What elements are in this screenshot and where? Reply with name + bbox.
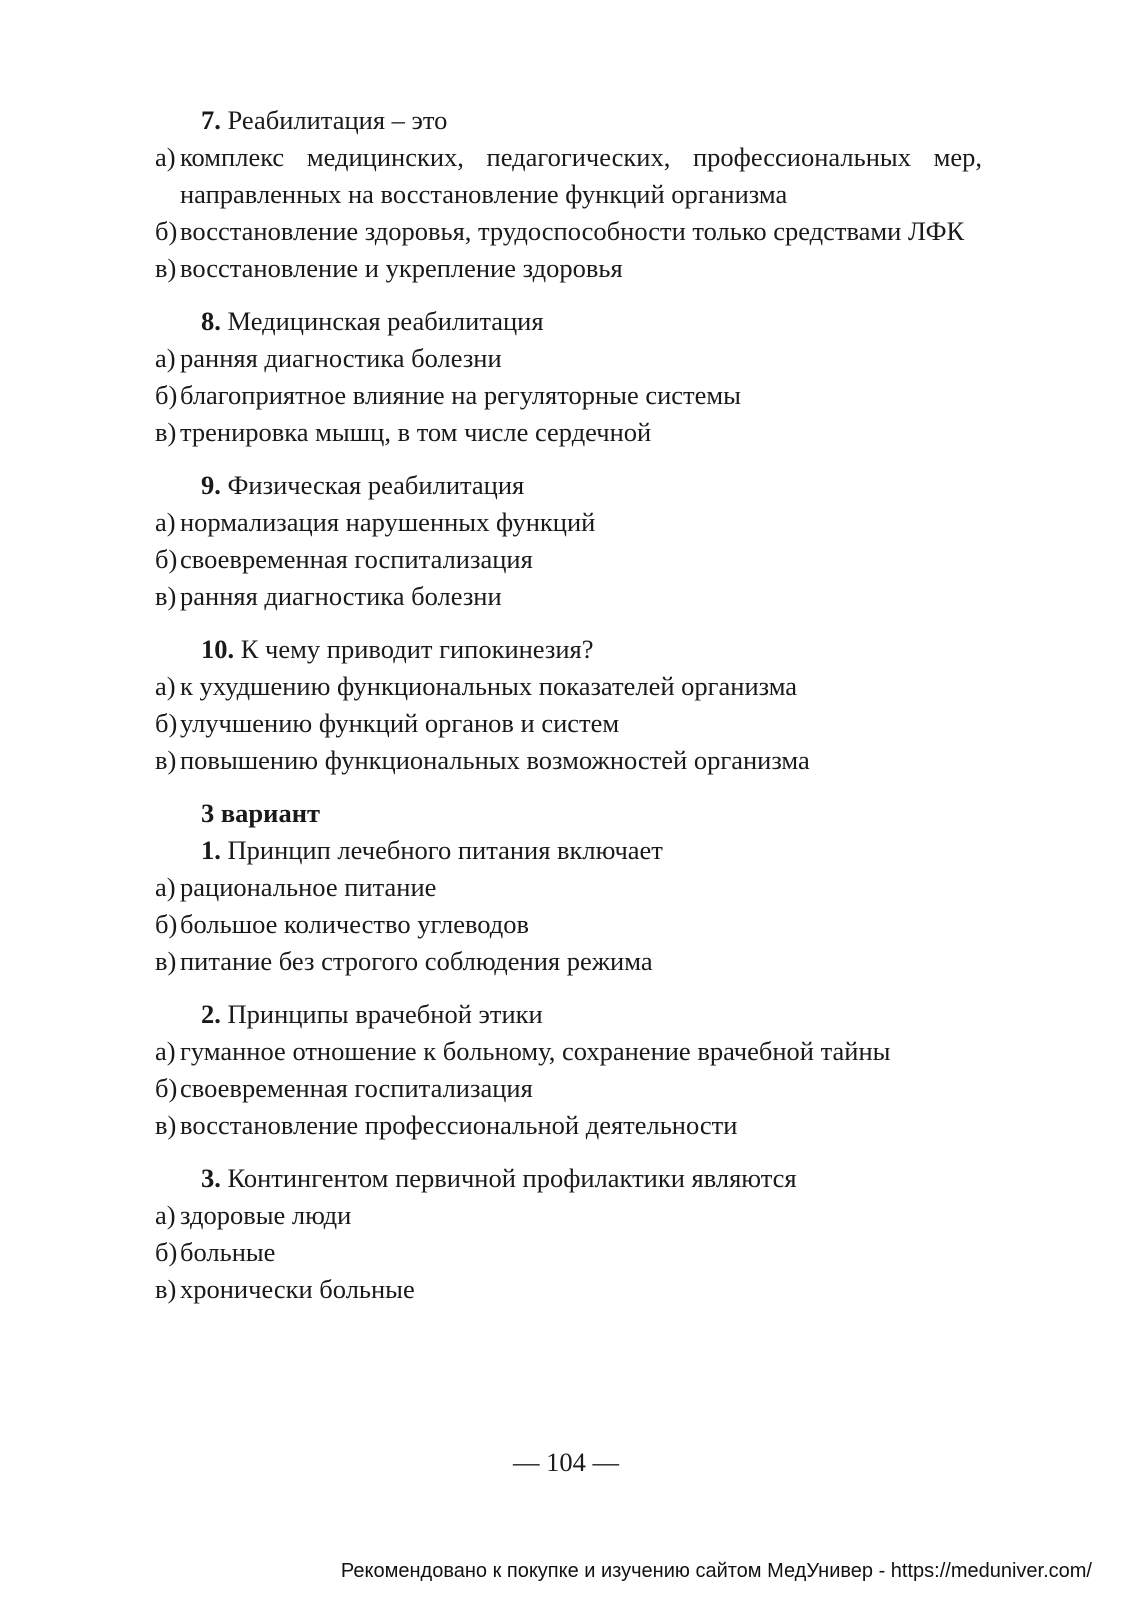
answer-letter: в) [155,253,177,283]
answer-letter: в) [155,1274,177,1304]
question [155,303,982,451]
answer-text: повышению функциональных возможностей организма [180,745,810,775]
answer-option [155,1271,982,1308]
answer-option [155,1197,982,1234]
answer-letter: в) [155,946,177,976]
answer-text: гуманное отношение к больному, сохранение врачебной тайны [180,1036,891,1066]
answer-option [155,541,982,578]
question-header [155,631,982,668]
question-number: 2. [201,999,221,1029]
question-text: Принцип лечебного питания включает [227,835,663,865]
answer-option [155,1033,982,1070]
answer-option [155,1070,982,1107]
footer-recommendation: Рекомендовано к покупке и изучению сайтом МедУнивер - https://meduniver.com/ [340,1560,1092,1582]
answer-text: тренировка мышц, в том числе сердечной [180,417,652,447]
question-header [155,996,982,1033]
question-text: Принципы врачебной этики [227,999,543,1029]
question-number: 1. [201,835,221,865]
question-header [155,832,982,869]
answer-option [155,414,982,451]
question-header [155,1160,982,1197]
question-number: 7. [201,105,221,135]
answer-text: здоровые люди [180,1200,352,1230]
answer-option [155,869,982,906]
question-text: Реабилитация – это [227,105,448,135]
answer-letter: в) [155,417,177,447]
answer-option [155,377,982,414]
question-text: К чему приводит гипокинезия? [240,634,594,664]
page-body [155,102,982,1324]
question-number: 10. [201,634,235,664]
question-text: Физическая реабилитация [227,470,525,500]
answer-text: ранняя диагностика болезни [180,343,502,373]
answer-text: нормализация нарушенных функций [180,507,596,537]
answer-option [155,1107,982,1144]
question [155,631,982,779]
answer-letter: б) [155,1237,178,1267]
answer-letter: б) [155,708,178,738]
answer-text: восстановление здоровья, трудоспособности только средствами ЛФК [180,216,965,246]
question [155,102,982,287]
question-header [155,303,982,340]
answer-letter: б) [155,216,178,246]
answer-text: восстановление и укрепление здоровья [180,253,623,283]
answer-letter: б) [155,380,178,410]
answer-text: улучшению функций органов и систем [180,708,620,738]
question-number: 8. [201,306,221,336]
question [155,832,982,980]
question [155,467,982,615]
variant-heading: 3 вариант [201,798,320,828]
answer-option [155,340,982,377]
answer-letter: а) [155,1200,176,1230]
answer-text: ранняя диагностика болезни [180,581,502,611]
question-text: Медицинская реабилитация [227,306,544,336]
answer-text: восстановление профессиональной деятельности [180,1110,738,1140]
answer-letter: б) [155,1073,178,1103]
answer-letter: а) [155,507,176,537]
answer-letter: в) [155,581,177,611]
answer-letter: а) [155,872,176,902]
question-number: 9. [201,470,221,500]
question-text: Контингентом первичной профилактики являются [227,1163,797,1193]
answer-letter: а) [155,343,176,373]
answer-letter: в) [155,745,177,775]
answer-text: питание без строгого соблюдения режима [180,946,653,976]
answer-text: большое количество углеводов [180,909,530,939]
answer-letter: а) [155,1036,176,1066]
answer-letter: б) [155,544,178,574]
answer-option [155,504,982,541]
question [155,1160,982,1308]
answer-text: больные [180,1237,276,1267]
answer-option [155,943,982,980]
page-number: — 104 — [513,1447,619,1477]
answer-option [155,742,982,779]
answer-text: своевременная госпитализация [180,544,533,574]
answer-text: своевременная госпитализация [180,1073,533,1103]
question-number: 3. [201,1163,221,1193]
questions-part-1 [155,102,982,779]
answer-option [155,578,982,615]
question [155,996,982,1144]
answer-option [155,906,982,943]
answer-text: рациональное питание [180,872,437,902]
answer-text: благоприятное влияние на регуляторные системы [180,380,741,410]
questions-part-2 [155,832,982,1308]
question-header [155,102,982,139]
answer-option [155,250,982,287]
answer-letter: б) [155,909,178,939]
question-header [155,467,982,504]
answer-option [155,668,982,705]
answer-letter: а) [155,142,176,172]
answer-option [155,705,982,742]
answer-text: комплекс медицинских, педагогических, профессиональных мер, направленных на восстановление функций организма [180,142,982,209]
answer-text: хронически больные [180,1274,415,1304]
answer-letter: в) [155,1110,177,1140]
answer-option [155,213,982,250]
answer-letter: а) [155,671,176,701]
answer-option [155,139,982,213]
answer-option [155,1234,982,1271]
answer-text: к ухудшению функциональных показателей организма [180,671,798,701]
